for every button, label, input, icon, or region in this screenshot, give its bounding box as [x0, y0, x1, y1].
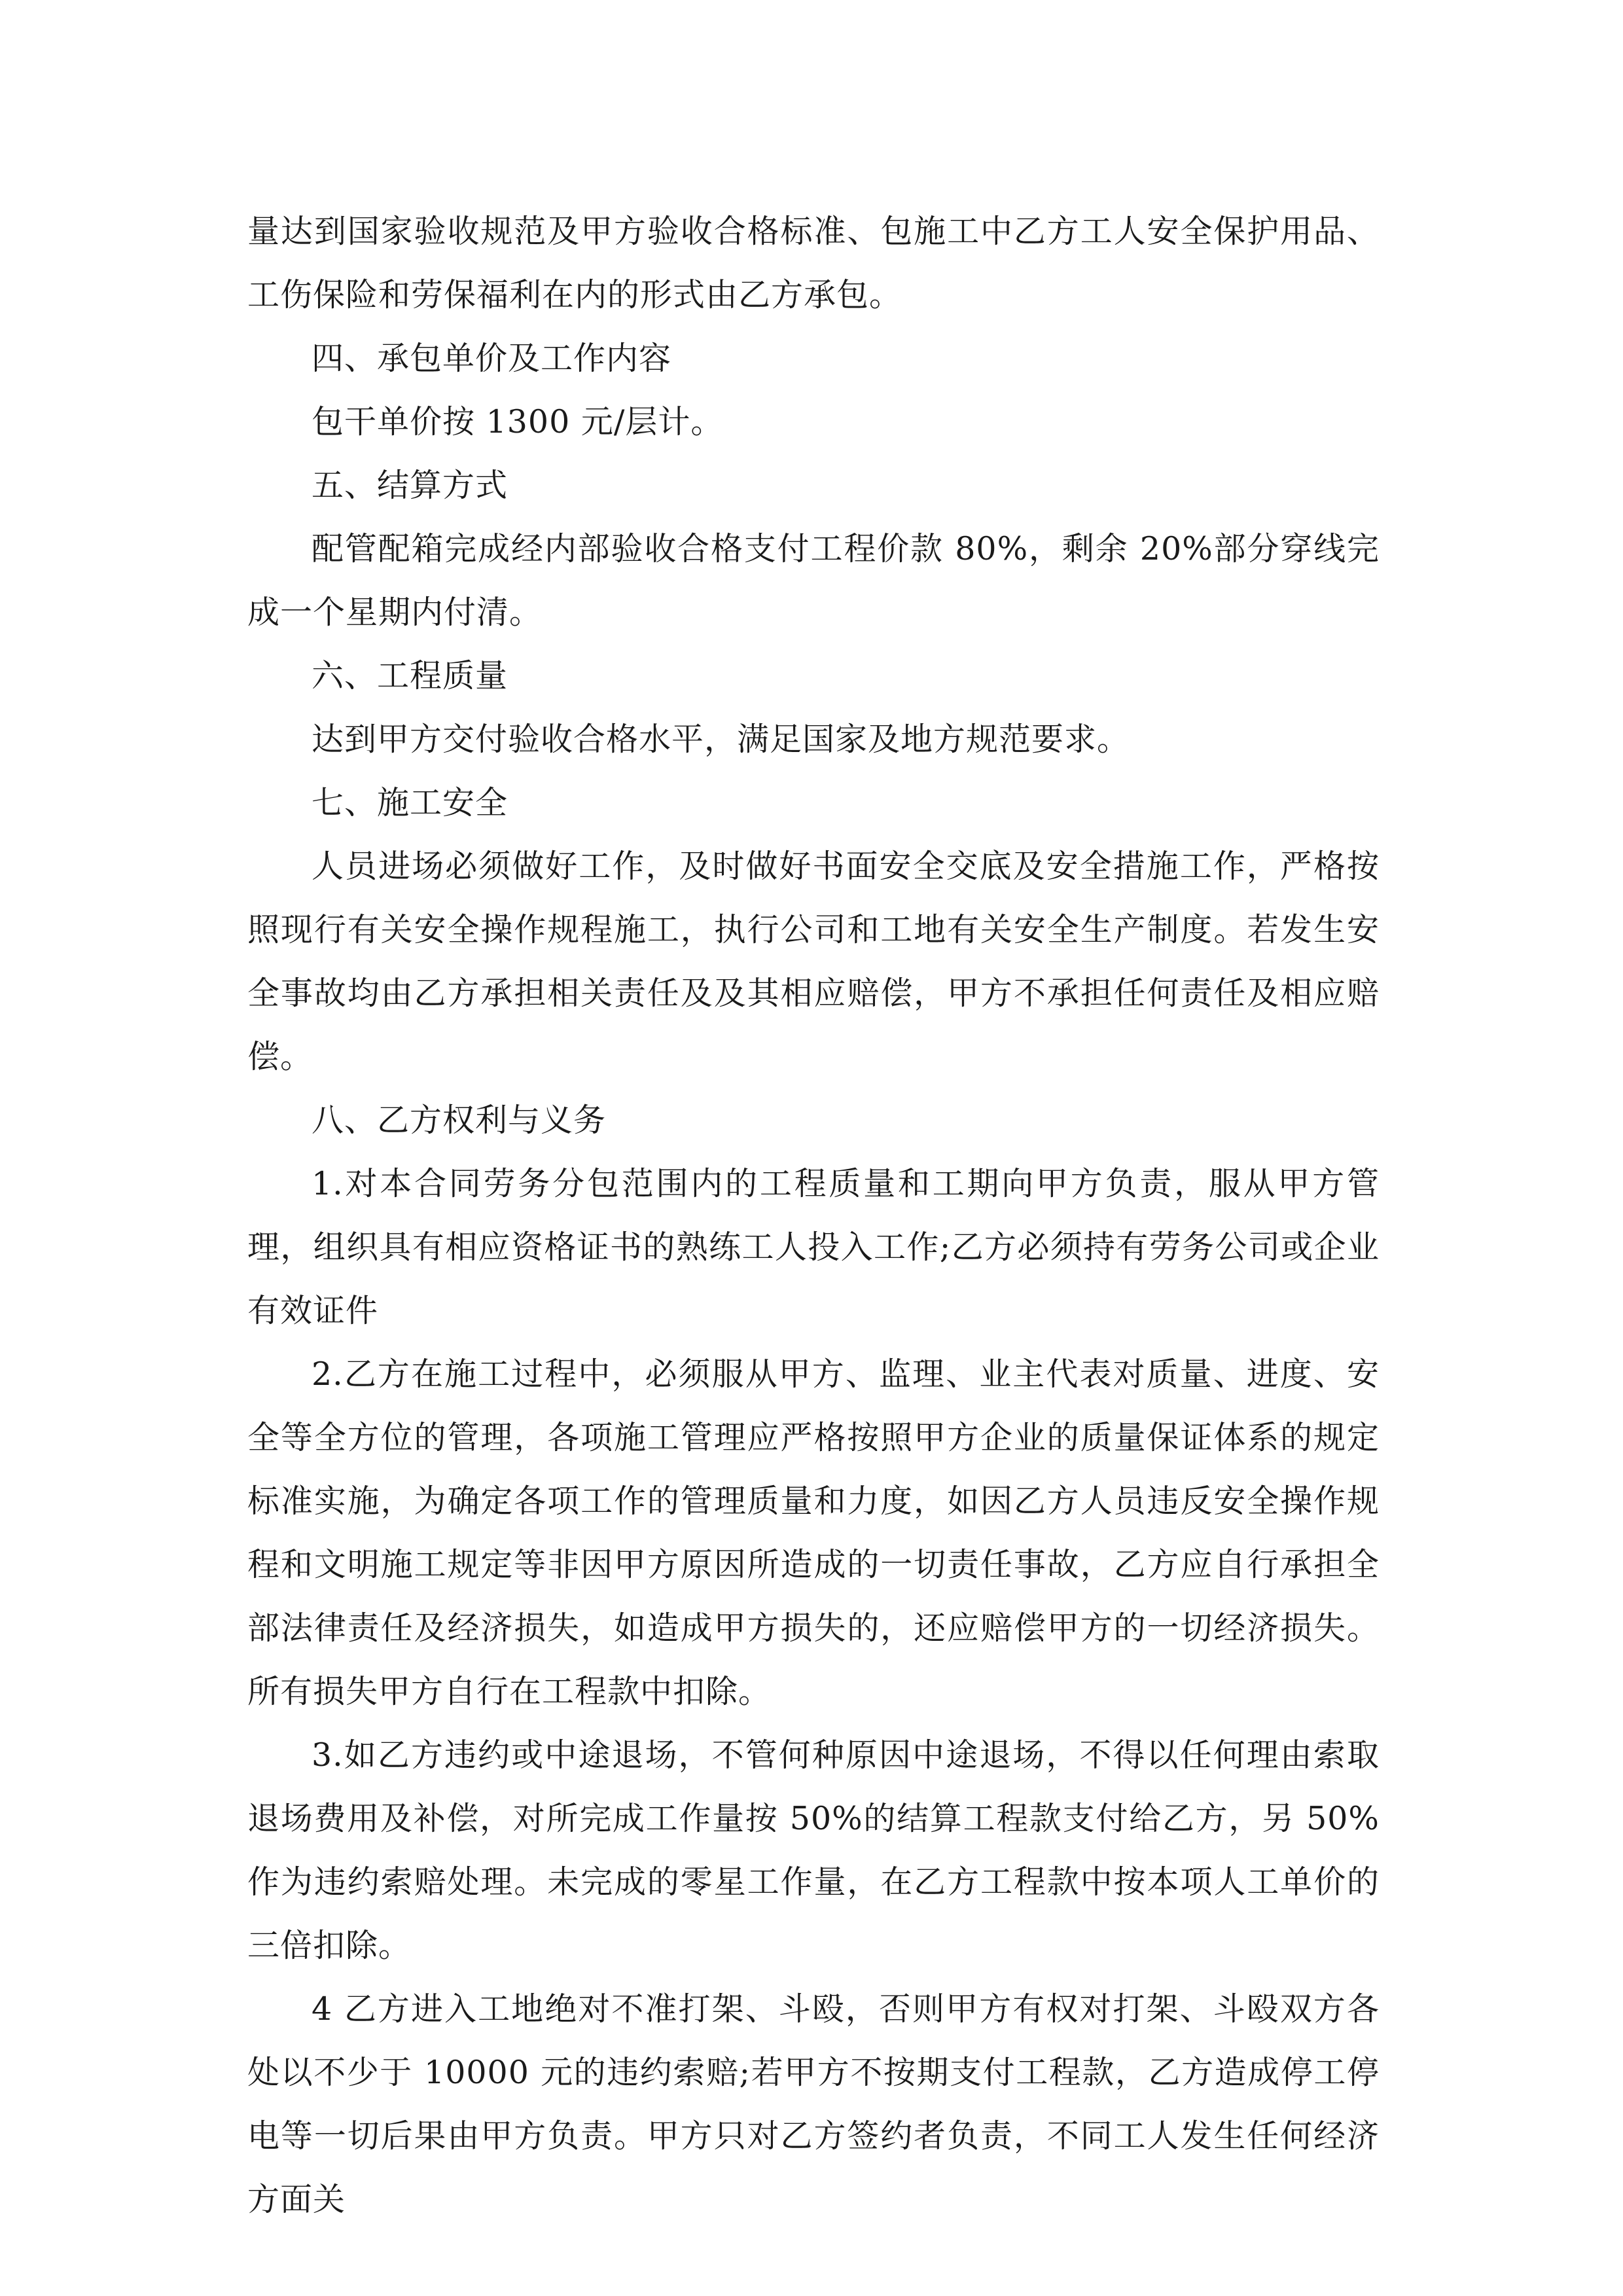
- paragraph-safety: 人员进场必须做好工作，及时做好书面安全交底及安全措施工作，严格按照现行有关安全操作规程施工，执行公司和工地有关安全生产制度。若发生安全事故均由乙方承担相关责任及及其相应赔偿，甲方不承担任何责任及相应赔偿。: [247, 848, 1380, 1075]
- paragraph-quality: 达到甲方交付验收合格水平，满足国家及地方规范要求。: [312, 721, 1130, 758]
- paragraph-obligation-2: 2.乙方在施工过程中，必须服从甲方、监理、业主代表对质量、进度、安全等全方位的管理，各项施工管理应严格按照甲方企业的质量保证体系的规定标准实施，为确定各项工作的管理质量和力度，如因乙方人员违反安全操作规程和文明施工规定等非因甲方原因所造成的一切责任事故，乙方应自行承担全部法律责任及经济损失，如造成甲方损失的，还应赔偿甲方的一切经济损失。所有损失甲方自行在工程款中扣除。: [247, 1355, 1380, 1710]
- paragraph-continuation: 量达到国家验收规范及甲方验收合格标准、包施工中乙方工人安全保护用品、工伤保险和劳保福利在内的形式由乙方承包。: [247, 213, 1380, 314]
- section-heading-6: 六、工程质量: [312, 657, 508, 694]
- section-heading-7: 七、施工安全: [312, 784, 508, 821]
- paragraph-obligation-3: 3.如乙方违约或中途退场，不管何种原因中途退场，不得以任何理由索取退场费用及补偿，对所完成工作量按 50%的结算工程款支付给乙方，另 50%作为违约索赔处理。未完成的零星工作量，在乙方工程款中按本项人工单价的三倍扣除。: [247, 1736, 1380, 1964]
- section-heading-4: 四、承包单价及工作内容: [312, 340, 672, 377]
- paragraph-unit-price: 包干单价按 1300 元/层计。: [312, 403, 724, 440]
- paragraph-settlement: 配管配箱完成经内部验收合格支付工程价款 80%，剩余 20%部分穿线完成一个星期内付清。: [247, 530, 1380, 631]
- paragraph-obligation-1: 1.对本合同劳务分包范围内的工程质量和工期向甲方负责，服从甲方管理，组织具有相应资格证书的熟练工人投入工作;乙方必须持有劳务公司或企业有效证件: [247, 1165, 1380, 1329]
- paragraph-obligation-4: 4 乙方进入工地绝对不准打架、斗殴，否则甲方有权对打架、斗殴双方各处以不少于 10000 元的违约索赔;若甲方不按期支付工程款，乙方造成停工停电等一切后果由甲方负责。甲方只对乙方签约者负责，不同工人发生任何经济方面关: [247, 1990, 1380, 2218]
- document-body: [247, 200, 1380, 2231]
- section-heading-8: 八、乙方权利与义务: [312, 1102, 607, 1139]
- section-heading-5: 五、结算方式: [312, 467, 508, 504]
